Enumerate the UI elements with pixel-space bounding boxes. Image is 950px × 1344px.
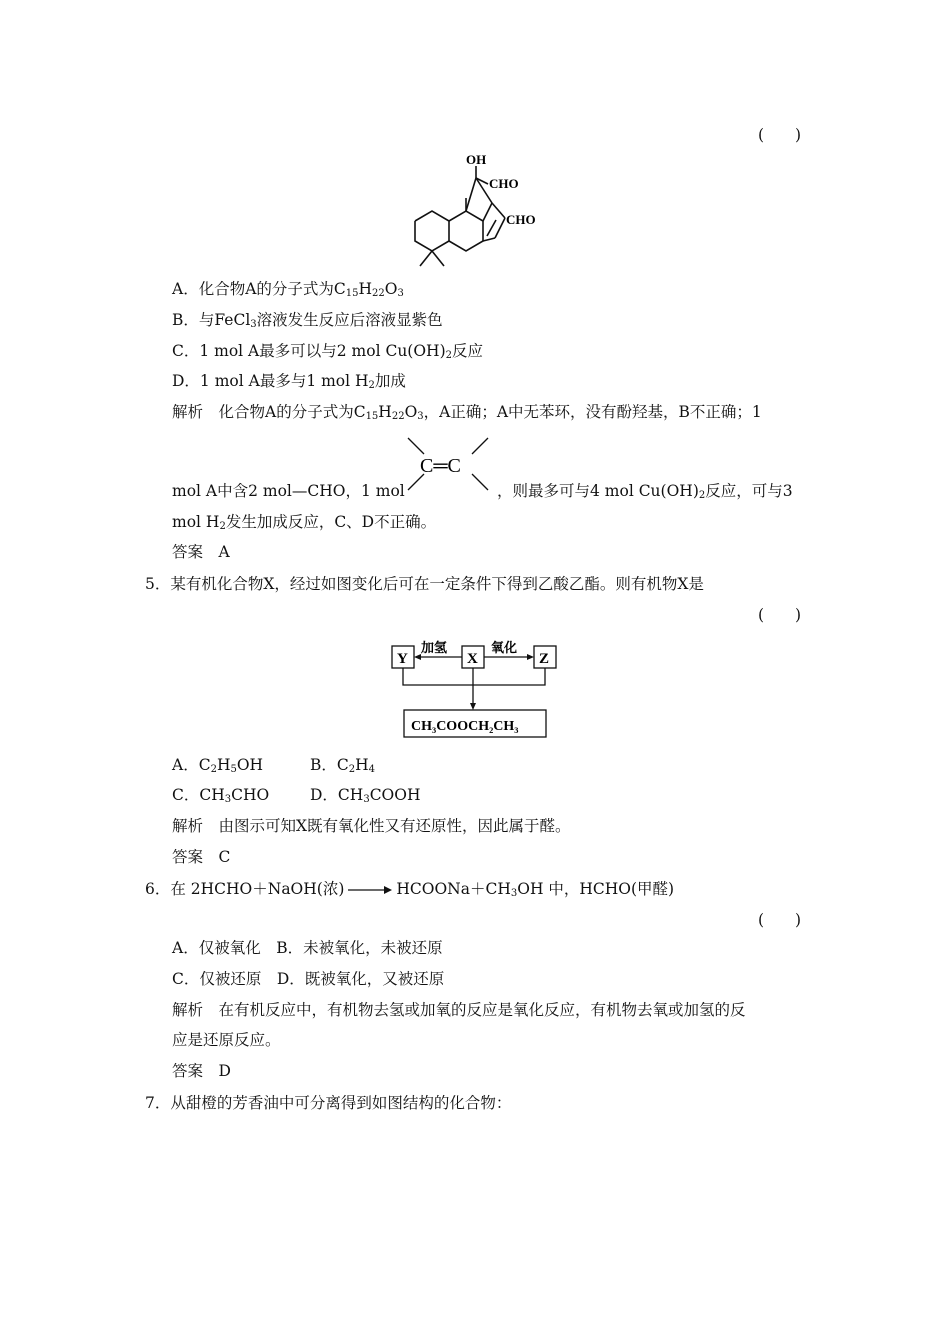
analysis-line: 解析 化合物A的分子式为$C_{15}H_{22}O_3$，A正确；A中无苯环，没有酚羟基，B不正确；1 — [172, 403, 762, 422]
option-a: A．化合物A的分子式为$C_{15}H_{22}O_3$ — [172, 280, 404, 299]
cho-label: CHO — [489, 176, 519, 191]
ethyl-acetate-label: CH₃COOCH₂CH₃ — [411, 719, 519, 734]
cc-label: C═C — [420, 455, 461, 477]
analysis-line: mol A中含2 mol—CHO，1 mol — [172, 482, 405, 500]
analysis-line: 应是还原反应。 — [172, 1031, 281, 1049]
option-d: D．$CH_3COOH$ — [310, 786, 421, 805]
hydrogenation-label: 加氢 — [421, 640, 448, 655]
question-stem: 6．在 2HCHO＋NaOH(浓) $HCOONa+CH_3OH$ 中，HCHO(甲醛) — [145, 880, 675, 899]
analysis-line: 解析 在有机反应中，有机物去氢或加氧的反应是氧化反应，有机物去氧或加氢的反 — [172, 1001, 746, 1019]
option-b: B．与FeCl$_3$溶液发生反应后溶液显紫色 — [172, 311, 443, 330]
reaction-diagram — [385, 635, 575, 741]
answer-line: 答案 C — [172, 848, 231, 866]
answer-line: 答案 D — [172, 1062, 231, 1080]
option-c: C．$CH_3CHO$ — [172, 786, 270, 805]
reaction-arrow — [346, 884, 394, 896]
cho-label: CHO — [506, 212, 536, 227]
y-label: Y — [397, 651, 408, 667]
oxidation-label: 氧化 — [491, 640, 518, 655]
answer-bracket: ( ) — [758, 911, 802, 929]
analysis-line: 解析 由图示可知X既有氧化性又有还原性，因此属于醛。 — [172, 817, 571, 835]
question-stem: 7．从甜橙的芳香油中可分离得到如图结构的化合物： — [145, 1094, 512, 1112]
x-label: X — [467, 651, 478, 667]
option-b: B．$C_2H_4$ — [310, 756, 376, 775]
answer-bracket: ( ) — [758, 606, 802, 624]
option-a: A．$C_2H_5OH$ — [172, 756, 264, 775]
analysis-line: ，则最多可与4 mol $Cu(OH)_2$反应，可与3 — [497, 482, 793, 501]
z-label: Z — [539, 651, 550, 667]
molecule-structure-a — [410, 148, 550, 270]
option-ab: A．仅被氧化 B．未被氧化，未被还原 — [172, 939, 443, 957]
oh-label: OH — [466, 152, 487, 167]
option-d: D．1 mol A最多与1 mol $H_2$加成 — [172, 372, 406, 391]
double-bond-structure — [400, 432, 496, 496]
answer-bracket: ( ) — [758, 126, 802, 144]
analysis-line: mol $H_2$发生加成反应，C、D不正确。 — [172, 513, 437, 532]
answer-line: 答案 A — [172, 543, 230, 561]
option-c: C．1 mol A最多可以与2 mol $Cu(OH)_2$反应 — [172, 342, 484, 361]
question-stem: 5．某有机化合物X，经过如图变化后可在一定条件下得到乙酸乙酯。则有机物X是 — [145, 575, 704, 593]
option-cd: C．仅被还原 D．既被氧化，又被还原 — [172, 970, 445, 988]
